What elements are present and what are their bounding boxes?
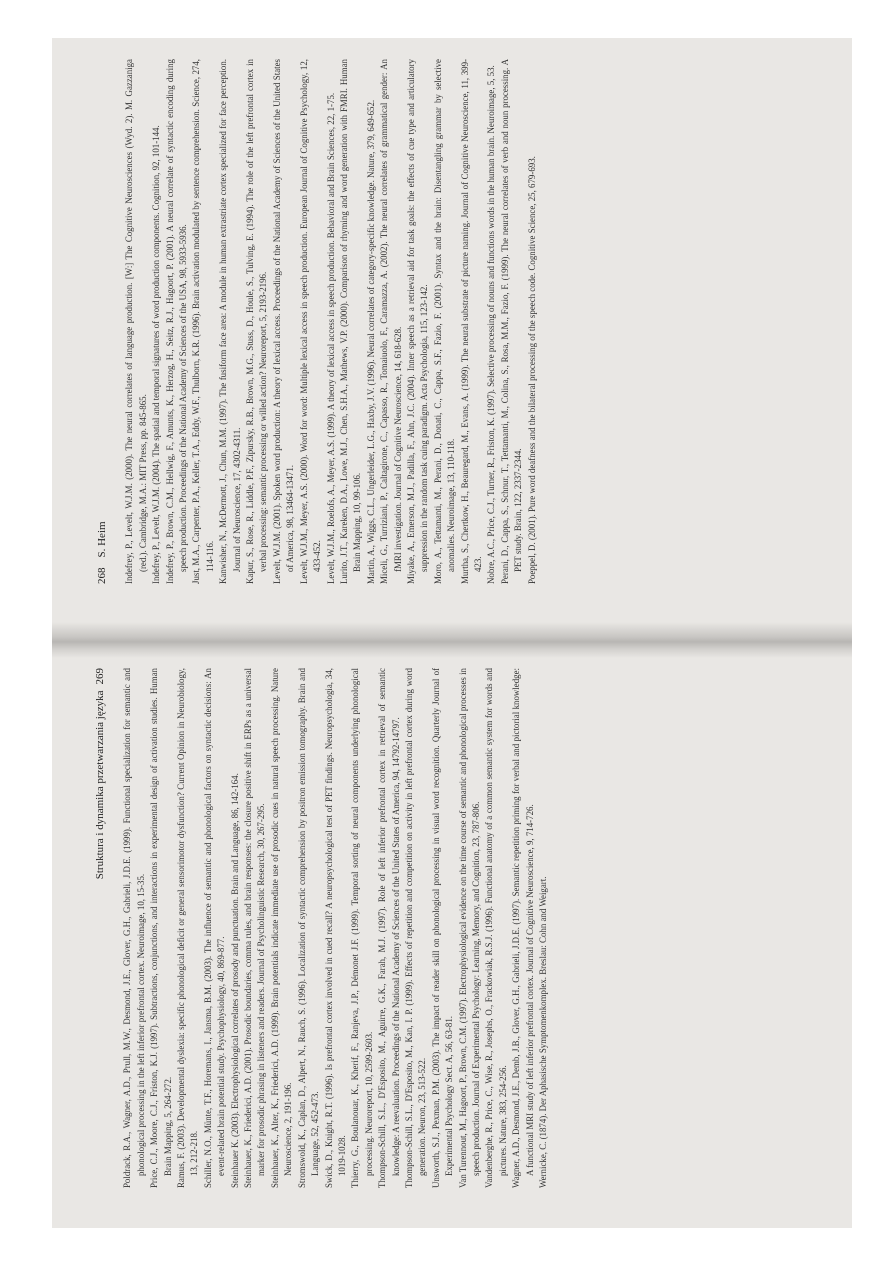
- reference-item: Swick, D., Knight, R.T. (1996). Is prefrontal cortex involved in cued recall? A neuropsychological test of PET findings. Neuropsychologia, 34, 1019-1028.: [323, 668, 347, 1188]
- page-header: [94, 668, 107, 1188]
- reference-item: Schiller, N.O., Münte, T.F., Horemans, I., Jansma, B.M. (2003). The influence of semantic and phonological factors on syntactic decisions: An event-related brain potential study. Psychophysiology, 40, 869-877.: [202, 668, 227, 1188]
- page-number: 269: [94, 668, 106, 685]
- reference-item: Lurito, J.T., Kareken, D.A., Lowe, M.J., Chen, S.H.A., Mathews, V.P. (2000). Comparison of rhyming and word generation with FMRI. Human Brain Mapping, 10, 99-106.: [338, 59, 363, 584]
- reference-item: Levelt, W.J.M. (2001). Spoken word production: A theory of lexical access. Proceedings of the National Academy of Sciences of the United States of America, 98, 13464-13471.: [271, 59, 296, 584]
- reference-item: Perani, D., Cappa, S., Schnur, T., Tettamanti, M., Colina, S., Rosa, M.M., Fazio, F. (1999). The neural correlates of verb and noun processing. A PET study. Brain, 122, 2337-2344.: [499, 59, 524, 584]
- reference-item: Miyake, A., Emerson, M.J., Padilla, F., Ahn, J.C. (2004). Inner speech as a retrieval aid for task goals: the effects of cue type and articulatory suppression in the random task cuing paradigm. Acta Psychologia, 115, 123-142.: [405, 59, 430, 584]
- reference-list: [123, 59, 539, 584]
- reference-item: Van Turennout, M., Hagoort, P., Brown, C.M. (1997). Electrophysiological evidence on the time course of semantic and phonological processes in speech production. Journal of Experimental Psychology: Learning, Memory, and Cognition, 23, 787-806.: [457, 668, 481, 1188]
- reference-item: Murtha, S., Chertkow, H., Beauregard, M., Evans, A. (1999). The neural substrate of picture naming. Journal of Cognitive Neuroscience, 11, 399-423.: [459, 59, 483, 584]
- reference-item: Martin, A., Wiggs, C.L., Ungerleider, L.G., Haxby, J.V. (1996). Neural correlates of category-specific knowledge. Nature, 379, 649-652.: [365, 99, 376, 584]
- reference-item: Indefrey, P., Brown, C.M., Hellwig, F., Amunts, K., Herzog, H., Seitz, R.J., Hagoort, P. (2001). A neural correlate of syntactic encoding during speech production. Proceedings of the National Academy of Sciences of the USA, 98, 5933-5936.: [164, 59, 189, 584]
- reference-item: Levelt, W.J.M., Roelofs, A., Meyer, A.S. (1999). A theory of lexical access in speech production. Behavioral and Brain Sciences, 22, 1-75.: [325, 92, 336, 584]
- reference-item: Steinhauer K. (2003). Electrophysiological correlates of prosody and punctuation. Brain and Language, 86, 142-164.: [229, 773, 240, 1188]
- page-number: 268: [96, 567, 108, 584]
- reference-item: Thompson-Schill, S.L., D'Esposito, M., Aguirre, G.K., Farah, M.J. (1997). Role of left inferior prefrontal cortex in retrieval of semantic knowledge: A reevaluation. Proceedings of the National Academy of Sciences of the United States of America, 94, 14792-14797.: [377, 668, 401, 1188]
- reference-item: Indefrey, P., Levelt, W.J.M. (2004). The spatial and temporal signatures of word production components. Cognition, 92, 101-144.: [151, 125, 162, 584]
- page-269-content: [94, 668, 824, 1188]
- reference-item: Kapur, S., Rose, R., Liddle, P.F., Zipursky, R.B., Brown, M.G., Stuss, D., Houle, S., Tulving, E. (1994). The role of the left prefrontal cortex in verbal processing: semantic processing or willed action? Neuroreport, 5, 2193-2196.: [245, 59, 269, 584]
- reference-item: Kanwisher, N., McDermott, J., Chun, M.M. (1997). The fusiform face area: A module in human extrastriate cortex specialized for face perception. Journal of Neuroscience, 17, 4302-4311.: [218, 59, 242, 584]
- reference-item: Thierry, G., Boulanouar, K., Kherif, F., Ranjeva, J.P., Démonet J.F. (1999). Temporal sorting of neural components underlying phonological processing. Neuroreport, 10, 2599-2603.: [350, 668, 374, 1188]
- reference-item: Poeppel, D. (2001). Pure word deafness and the bilateral processing of the speech code. Cognitive Science, 25, 679-693.: [526, 156, 537, 584]
- reference-item: Steinhauer, K., Alter, K., Friederici, A.D. (1999). Brain potentials indicate immediate use of prosodic cues in natural speech processing. Nature Neuroscience, 2, 191-196.: [269, 668, 294, 1188]
- reference-item: Moro, A., Tettamanti, M., Perani, D., Donati, C., Cappa, S.F., Fazio, F. (2001). Syntax and the brain: Disentangling grammar by selective anomalies. Neuroimage, 13, 110-118.: [432, 59, 457, 584]
- reference-list: [121, 668, 550, 1188]
- reference-item: Wagner, A.D., Desmond, J.E., Demb, J.B., Glover, G.H., Gabrieli, J.D.E. (1997). Semantic repetition priming for verbal and pictorial knowledge: A functional MRI study of left inferior prefrontal cortex. Journal of Cognitive Neuroscience, 9, 714-726.: [511, 668, 535, 1188]
- reference-item: Poldrack, R.A., Wagner, A.D., Prull, M.W., Desmond, J.E., Glover, G.H., Gabrieli, J.D.E. (1999). Functional specialization for semantic and phonological processing in the left inferior prefrontal cortex. Neuroimage, 10, 15-35.: [122, 668, 146, 1188]
- reference-item: Price, C.J., Moore, C.J., Friston, K.J. (1997). Subtractions, conjunctions, and interactions in experimental design of activation studies. Human Brain Mapping, 5, 264-272.: [149, 668, 173, 1188]
- reference-item: Miceli, G., Turriziani, P., Caltagirone, C., Capasso, R., Tomaiuolo, F., Caramazza, A. (2002). The neural correlates of grammatical gender: An fMRI investigation. Journal of Cognitive Neuroscience, 14, 618-628.: [379, 59, 403, 584]
- reference-item: Steinhauer, K., Friederici, A.D. (2001). Prosodic boundaries, comma rules, and brain responses: the closure positive shift in ERPs as a universal marker for prosodic phrasing in listeners and readers. Journal of Psycholinguistic Research, 30, 267-295.: [243, 668, 267, 1188]
- reference-item: Levelt, W.J.M., Meyer, A.S. (2000). Word for word: Multiple lexical access in speech production. European Journal of Cognitive Psychology, 12, 433-452.: [298, 59, 323, 584]
- reference-item: Stromswold, K., Caplan, D., Alpert, N., Rauch, S. (1996). Localization of syntactic comprehension by positron emission tomography. Brain and Language, 52, 452-473.: [296, 668, 321, 1188]
- running-head: Struktura i dynamika przetwarzania języka: [94, 690, 106, 880]
- reference-item: Just, M.A., Carpenter, P.A., Keller, T.A., Eddy, W.F., Thulborn, K.R. (1996). Brain activation modulated by sentence comprehension. Science, 274, 114-116.: [191, 59, 215, 584]
- page-269: [52, 653, 852, 1228]
- reference-item: Wernicke, C. (1874). Der Aphasische Symptomenkomplex. Breslau: Cohn and Weigart.: [538, 876, 548, 1188]
- reference-item: Thompson-Schill, S.L., D'Esposito, M., Kan, I. P. (1999). Effects of repetition and competition on activity in left prefrontal cortex during word generation. Neuron, 23, 513-522.: [403, 668, 428, 1188]
- page-header: [96, 59, 109, 584]
- page-268: [52, 38, 852, 628]
- reference-item: Unsworth, S.J., Pexman, P.M. (2003). The impact of reader skill on phonological processing in visual word recognition. Quarterly Journal of Experimental Psychology Sect. A, 56, 63-81.: [430, 668, 455, 1188]
- reference-item: Vandenberghe, R., Price, C., Wise, R., Josephs, O., Frackowiak, R.S.J. (1996). Functional anatomy of a common semantic system for words and pictures. Nature, 383, 254-256.: [484, 668, 508, 1188]
- reference-item: Indefrey, P., Levelt, W.J.M. (2000). The neural correlates of language production. [W:] The Cognitive Neurosciences (Wyd. 2). M. Gazzaniga (red.). Cambridge, M.A.: MIT Press, pp. 845-865.: [124, 59, 148, 584]
- reference-item: Ramus, F. (2003). Developmental dyslexia: specific phonological deficit or general sensorimotor dysfunction? Current Opinion in Neurobiology, 13, 212-218.: [176, 668, 200, 1188]
- reference-item: Nobre, A.C., Price, C.J., Turner, R., Friston, K. (1997). Selective processing of nouns and functions words in the human brain. Neuroimage, 5, 53.: [486, 65, 497, 584]
- book-spread: [52, 38, 852, 1228]
- running-head: S. Heim: [96, 521, 108, 558]
- page-268-content: [96, 59, 826, 584]
